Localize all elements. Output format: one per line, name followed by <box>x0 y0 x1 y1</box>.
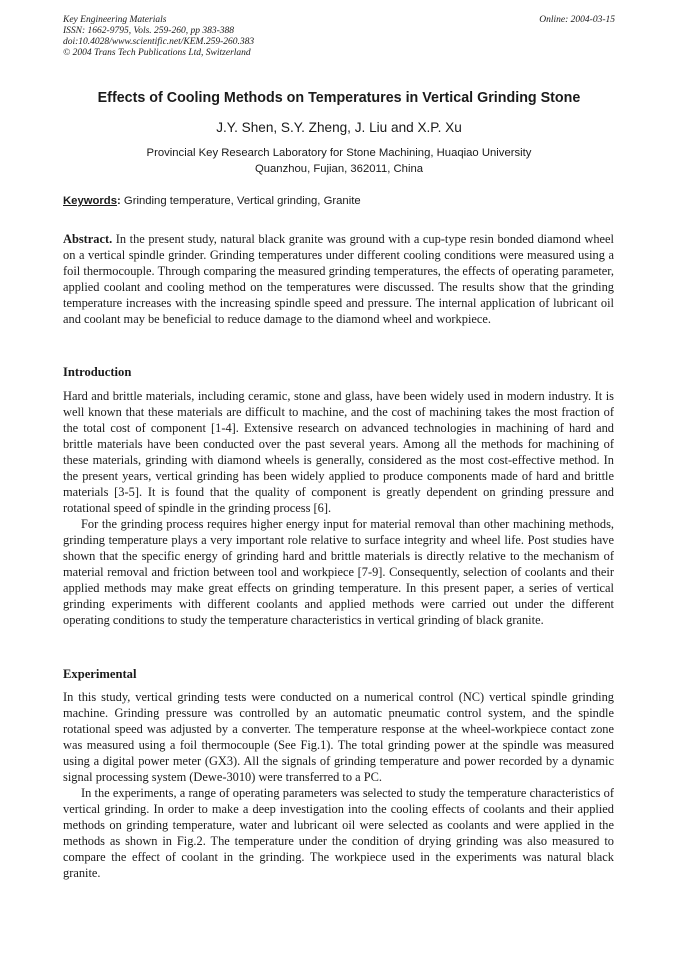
keywords <box>63 195 615 207</box>
author-list: J.Y. Shen, S.Y. Zheng, J. Liu and X.P. Xu <box>216 120 462 135</box>
keywords-colon: : <box>117 195 121 207</box>
keywords-text: Grinding temperature, Vertical grinding, Granite <box>120 195 361 207</box>
experimental-heading: Experimental <box>63 667 137 681</box>
introduction-heading: Introduction <box>63 365 132 379</box>
introduction-paragraph-1: Hard and brittle materials, including ceramic, stone and glass, have been widely used in modern industry. It is well known that these materials are difficult to machine, and the cost of machining takes the most fraction of the total cost of component [1-4]. Extensive research on advanced technologies in machining of hard and brittle materials have been conducted over the past several years. Among all the methods for machining of these materials, grinding with diamond wheels is generally, considered as the most cost-effective method. In the present years, vertical grinding has been widely applied to produce components made of hard and brittle materials [3-5]. It is found that the quality of component is greatly dependent on grinding pressure and rotational speed of spindle in the grinding process [6]. <box>63 389 614 515</box>
keywords-label: Keywords <box>63 195 117 207</box>
experimental-paragraph-2: In the experiments, a range of operating parameters was selected to study the temperature characteristics of vertical grinding. In order to make a deep investigation into the cooling effects of coolants and their applied methods on grinding temperature, water and lubricant oil were selected as coolants and were applied in the methods as shown in Fig.2. The temperature under the condition of drying grinding was also measured to compare the effect of coolant in the grinding. The workpiece used in the experiments was natural black granite. <box>63 786 614 880</box>
paper-title: Effects of Cooling Methods on Temperatures in Vertical Grinding Stone <box>97 90 581 106</box>
experimental-paragraph-1: In this study, vertical grinding tests were conducted on a numerical control (NC) vertical spindle grinding machine. Grinding pressure was controlled by an automatic pneumatic control system, and the spindle rotational speed was adjusted by a converter. The temperature response at the wheel-workpiece contact zone was measured using a foil thermocouple (See Fig.1). The total grinding power at the spindle was measured using a digital power meter (GX3). All the signals of grinding temperature and power recorded by a dynamic signal processing system (Dewe-3010) were transferred to a PC. <box>63 690 614 784</box>
affiliation-line-2: Quanzhou, Fujian, 362011, China <box>254 162 424 175</box>
abstract-text: In the present study, natural black granite was ground with a cup-type resin bonded diamond wheel on a vertical spindle grinder. Grinding temperatures under different cooling conditions were measured using a foil thermocouple. Through comparing the measured grinding temperatures, the effects of operating parameter, applied coolant and cooling method on the temperatures were discussed. The results show that the grinding temperature increases with the increasing spindle speed and pressure. The internal application of lubricant oil and coolant may be beneficial to reduce damage to the diamond wheel and workpiece. <box>63 232 614 326</box>
issn-line: ISSN: 1662-9795, Vols. 259-260, pp 383-388 <box>63 26 234 36</box>
journal-name: Key Engineering Materials <box>63 15 167 25</box>
abstract-label: Abstract. <box>63 232 113 246</box>
introduction-paragraph-2: For the grinding process requires higher energy input for material removal than other machining methods, grinding temperature plays a very important role relative to surface integrity and wheel life. Post studies have shown that the specific energy of grinding hard and brittle materials is directly relative to the mechanism of material removal and friction between tool and workpiece [7-9]. Consequently, selection of coolants and their applied methods may make great effects on grinding temperature. In this present paper, a series of vertical grinding experiments with different coolants and applied methods were carried out under the different operating conditions to study the temperature characteristics in vertical grinding of black granite. <box>63 517 614 627</box>
affiliation <box>30 146 648 177</box>
abstract <box>63 231 614 327</box>
online-date: Online: 2004-03-15 <box>539 15 615 25</box>
experimental-body <box>63 689 614 881</box>
affiliation-line-1: Provincial Key Research Laboratory for Stone Machining, Huaqiao University <box>146 147 532 159</box>
journal-header <box>63 15 615 59</box>
doi-line[interactable]: doi:10.4028/www.scientific.net/KEM.259-260.383 <box>63 37 255 47</box>
copyright-line: © 2004 Trans Tech Publications Ltd, Switzerland <box>63 48 251 58</box>
introduction-body <box>63 388 614 628</box>
